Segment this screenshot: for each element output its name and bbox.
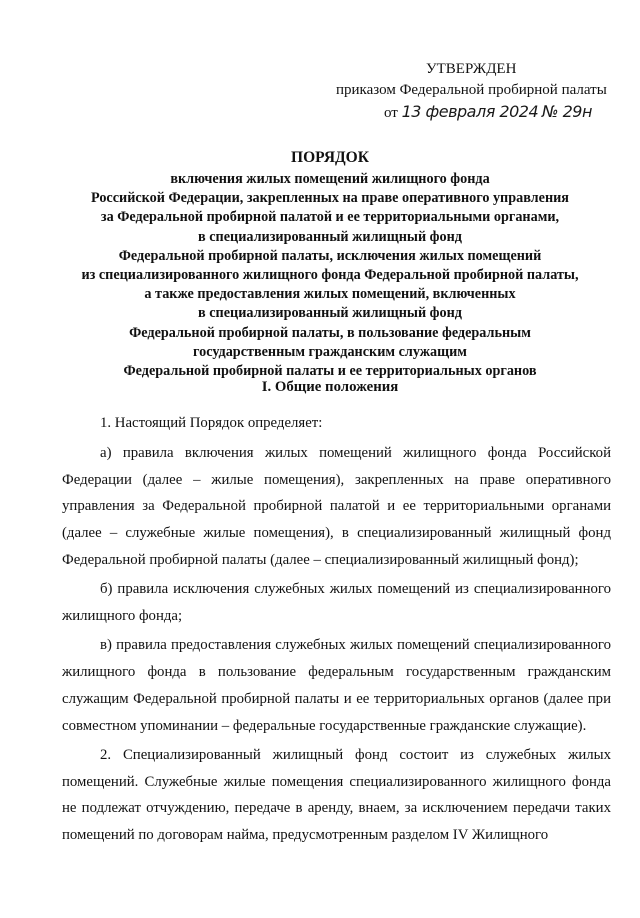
approval-date-prefix: от xyxy=(384,105,398,121)
paragraph-a: а) правила включения жилых помещений жилищного фонда Российской Федерации (далее – жилые помещения), закрепленных на праве оперативного управления за Федеральной пробирной палатой и ее территориальными органами (далее – служебные жилые помещения), в специализированный жилищный фонд Федеральной пробирной палаты (далее – специализированный жилищный фонд); xyxy=(62,444,611,568)
document-title: ПОРЯДОК xyxy=(291,149,369,166)
heading-line: государственным гражданским служащим xyxy=(193,343,467,360)
approval-order-line: приказом Федеральной пробирной палаты xyxy=(336,82,607,98)
paragraph-b: б) правила исключения служебных жилых помещений из специализированного жилищного фонда; xyxy=(62,581,611,624)
heading-line: в специализированный жилищный фонд xyxy=(198,305,462,322)
paragraph-2: 2. Специализированный жилищный фонд состоит из служебных жилых помещений. Служебные жилые помещения специализированного жилищного фонда не подлежат отчуждению, передаче в аренду, внаем, за исключением передачи таких помещений по договорам найма, предусмотренным разделом IV Жилищного xyxy=(62,746,611,844)
paragraph-1: 1. Настоящий Порядок определяет: xyxy=(100,415,323,431)
heading-line: включения жилых помещений жилищного фонда xyxy=(170,171,490,187)
section-title: I. Общие положения xyxy=(261,379,399,395)
handwritten-date: 13 февраля 2024 xyxy=(401,102,539,121)
heading-line: Российской Федерации, закрепленных на праве оперативного управления xyxy=(91,190,569,207)
heading-line: в специализированный жилищный фонд xyxy=(198,228,462,245)
approval-title: УТВЕРЖДЕН xyxy=(426,61,517,77)
heading-line: а также предоставления жилых помещений, включенных xyxy=(144,286,516,303)
heading-line: из специализированного жилищного фонда Федеральной пробирной палаты, xyxy=(81,267,579,284)
heading-line: за Федеральной пробирной палатой и ее территориальными органами, xyxy=(100,209,560,226)
heading-line: Федеральной пробирной палаты, исключения жилых помещений xyxy=(118,247,542,264)
heading-line: Федеральной пробирной палаты, в пользование федеральным xyxy=(129,324,531,341)
document-body xyxy=(62,410,611,851)
heading-line: Федеральной пробирной палаты и ее территориальных органов xyxy=(123,363,537,380)
paragraph-v: в) правила предоставления служебных жилых помещений специализированного жилищного фонда в пользование федеральным государственным гражданским служащим Федеральной пробирной палаты и ее территориальных органов (далее при совместном упоминании – федеральные государственные гражданские служащие). xyxy=(62,637,611,734)
handwritten-number: № 29н xyxy=(541,102,592,121)
approval-date-line xyxy=(384,102,592,123)
document-heading xyxy=(40,148,620,381)
